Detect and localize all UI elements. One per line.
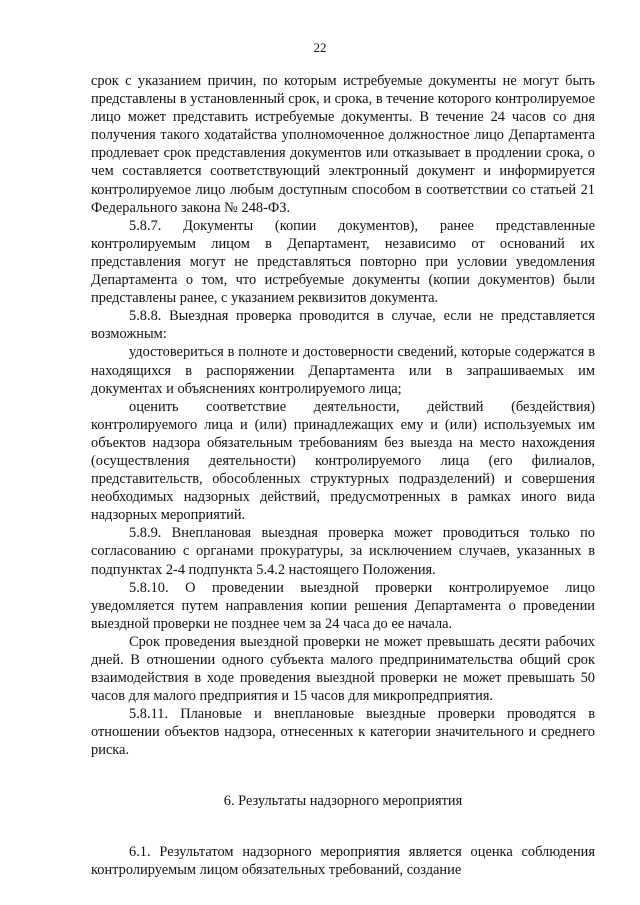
list-item-assess: оценить соответствие деятельности, действий (бездействия) контролируемого лица и (или) принадлежащих ему и (или) используемых им объектов надзора обязательным требованиям без выезда на место нахождения (осуществления деятельности) контролируемого лица (его филиалов, представительств, обособленных структурных подразделений) и совершения необходимых надзорных действий, предусмотренных в рамках иного вида надзорных мероприятий. [91,398,595,524]
section-heading: 6. Результаты надзорного мероприятия [223,792,463,809]
paragraph-5-8-11: 5.8.11. Плановые и внеплановые выездные проверки проводятся в отношении объектов надзора, отнесенных к категории значительного и среднего риска. [91,706,595,759]
document-body [91,72,595,879]
paragraph-6-1: 6.1. Результатом надзорного мероприятия является оценка соблюдения контролируемым лицом обязательных требований, создание [91,843,595,878]
paragraph-inspection-duration: Срок проведения выездной проверки не может превышать десяти рабочих дней. В отношении одного субъекта малого предпринимательства общий срок взаимодействия в ходе проведения выездной проверки не может превышать 50 часов для малого предприятия и 15 часов для микропредприятия. [91,633,595,705]
page-number: 22 [313,40,327,55]
paragraph-5-8-9: 5.8.9. Внеплановая выездная проверка может проводиться только по согласованию с органами прокуратуры, за исключением случаев, указанных в подпунктах 2-4 подпункта 5.4.2 настоящего Положения. [91,525,595,578]
paragraph-5-8-8: 5.8.8. Выездная проверка проводится в случае, если не представляется возможным: [91,308,595,343]
paragraph-5-8-7: 5.8.7. Документы (копии документов), ранее представленные контролируемым лицом в Департамент, независимо от оснований их представления могут не представляться повторно при условии уведомления Департамента о том, что истребуемые документы (копии документов) были представлены ранее, с указанием реквизитов документа. [91,217,595,307]
list-item-verify: удостовериться в полноте и достоверности сведений, которые содержатся в находящихся в распоряжении Департамента или в запрашиваемых им документах и объяснениях контролируемого лица; [91,344,595,397]
paragraph-5-8-10: 5.8.10. О проведении выездной проверки контролируемое лицо уведомляется путем направления копии решения Департамента о проведении выездной проверки не позднее чем за 24 часа до ее начала. [91,579,595,632]
paragraph-continuation: срок с указанием причин, по которым истребуемые документы не могут быть представлены в установленный срок, и срока, в течение которого контролируемое лицо может представить истребуемые документы. В течение 24 часов со дня получения такого ходатайства уполномоченное должностное лицо Департамента продлевает срок представления документов или отказывает в продлении срока, о чем составляется соответствующий электронный документ и информируется контролируемое лицо любым доступным способом в соответствии со статьей 21 Федерального закона № 248-ФЗ. [91,73,595,216]
